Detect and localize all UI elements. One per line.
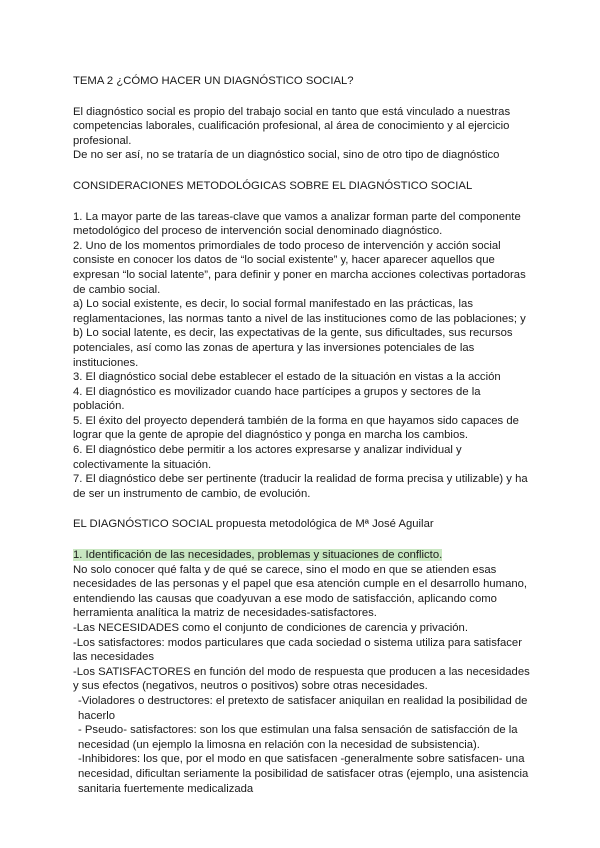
spacer xyxy=(73,163,533,179)
document-title: TEMA 2 ¿CÓMO HACER UN DIAGNÓSTICO SOCIAL? xyxy=(73,75,354,87)
section-heading-caps: EL DIAGNÓSTICO SOCIAL xyxy=(73,518,213,531)
sub-item: - Pseudo- satisfactores: son los que estimulan una falsa sensación de satisfacción de la necesidad (un ejemplo la limosna en relación con la necesidad de subsistencia). xyxy=(78,724,518,751)
highlighted-text: 1. Identificación de las necesidades, problemas y situaciones de conflicto. xyxy=(73,549,443,562)
list-item: 6. El diagnóstico debe permitir a los actores expresarse y analizar individual y colectivamente la situación. xyxy=(73,444,462,471)
intro-paragraph: De no ser así, no se trataría de un diagnóstico social, sino de otro tipo de diagnóstico xyxy=(73,149,500,162)
list-item: b) Lo social latente, es decir, las expectativas de la gente, sus dificultades, sus recursos potenciales, así como las zonas de apertura y las inversiones potenciales de las instituciones. xyxy=(73,327,513,369)
spacer xyxy=(73,89,533,105)
list-item: 3. El diagnóstico social debe establecer el estado de la situación en vistas a la acción xyxy=(73,371,501,384)
sub-item: -Violadores o destructores: el pretexto de satisfacer aniquilan en realidad la posibilidad de hacerlo xyxy=(78,694,528,722)
list-item: a) Lo social existente, es decir, lo social formal manifestado en las prácticas, las reglamentaciones, las normas tanto a nivel de las instituciones como de las poblaciones; y xyxy=(73,298,526,325)
highlighted-subheading xyxy=(73,548,533,563)
intro-paragraph: El diagnóstico social es propio del trabajo social en tanto que está vinculado a nuestras competencias laborales, cualificación profesional, al área de conocimiento y al ejercicio profesional. xyxy=(73,105,511,147)
list-item: 2. Uno de los momentos primordiales de todo proceso de intervención y acción social consiste en conocer los datos de “lo social existente” y, hacer aparecer aquellos que expresan “lo social latente”, para definir y poner en marcha acciones colectivas portadoras de cambio social. xyxy=(73,239,526,296)
considerations-list xyxy=(73,210,533,502)
list-item: 7. El diagnóstico debe ser pertinente (traducir la realidad de forma precisa y utilizable) y ha de ser un instrumento de cambio, de evolución. xyxy=(73,473,528,500)
section-heading xyxy=(73,517,533,532)
spacer xyxy=(73,501,533,517)
section-heading-rest: propuesta metodológica de Mª José Aguilar xyxy=(212,518,434,531)
body-paragraph: -Las NECESIDADES como el conjunto de condiciones de carencia y privación. xyxy=(73,622,468,634)
list-item: 1. La mayor parte de las tareas-clave que vamos a analizar forman parte del componente metodológico del proceso de intervención social denominado diagnóstico. xyxy=(73,210,521,238)
body-paragraph: No solo conocer qué falta y de qué se carece, sino el modo en que se atienden esas necesidades de las personas y el papel que esa atención cumple en el desarrollo humano, entendiendo las causas que coadyuvan a ese modo de satisfacción, aplicando como herramienta analítica la matriz de necesidades-satisfactores. xyxy=(73,563,528,620)
list-item: 5. El éxito del proyecto dependerá también de la forma en que hayamos sido capaces de lograr que la gente de apropie del diagnóstico y ponga en marcha los cambios. xyxy=(73,414,519,442)
body-paragraph: -Los satisfactores: modos particulares que cada sociedad o sistema utiliza para satisfacer las necesidades xyxy=(73,636,522,664)
spacer xyxy=(73,194,533,210)
section-heading: CONSIDERACIONES METODOLÓGICAS SOBRE EL DIAGNÓSTICO SOCIAL xyxy=(73,179,473,192)
spacer xyxy=(73,532,533,548)
body-paragraph: -Los SATISFACTORES en función del modo de respuesta que producen a las necesidades y sus efectos (negativos, neutros o positivos) sobre otras necesidades. xyxy=(73,665,530,693)
sub-item: -Inhibidores: los que, por el modo en que satisfacen -generalmente sobre satisfacen- una necesidad, dificultan seriamente la posibilidad de satisfacer otras (ejemplo, una asistencia sanitaria fuertemente medicalizada xyxy=(78,753,529,795)
document-page xyxy=(73,64,533,796)
list-item: 4. El diagnóstico es movilizador cuando hace partícipes a grupos y sectores de la población. xyxy=(73,385,481,413)
